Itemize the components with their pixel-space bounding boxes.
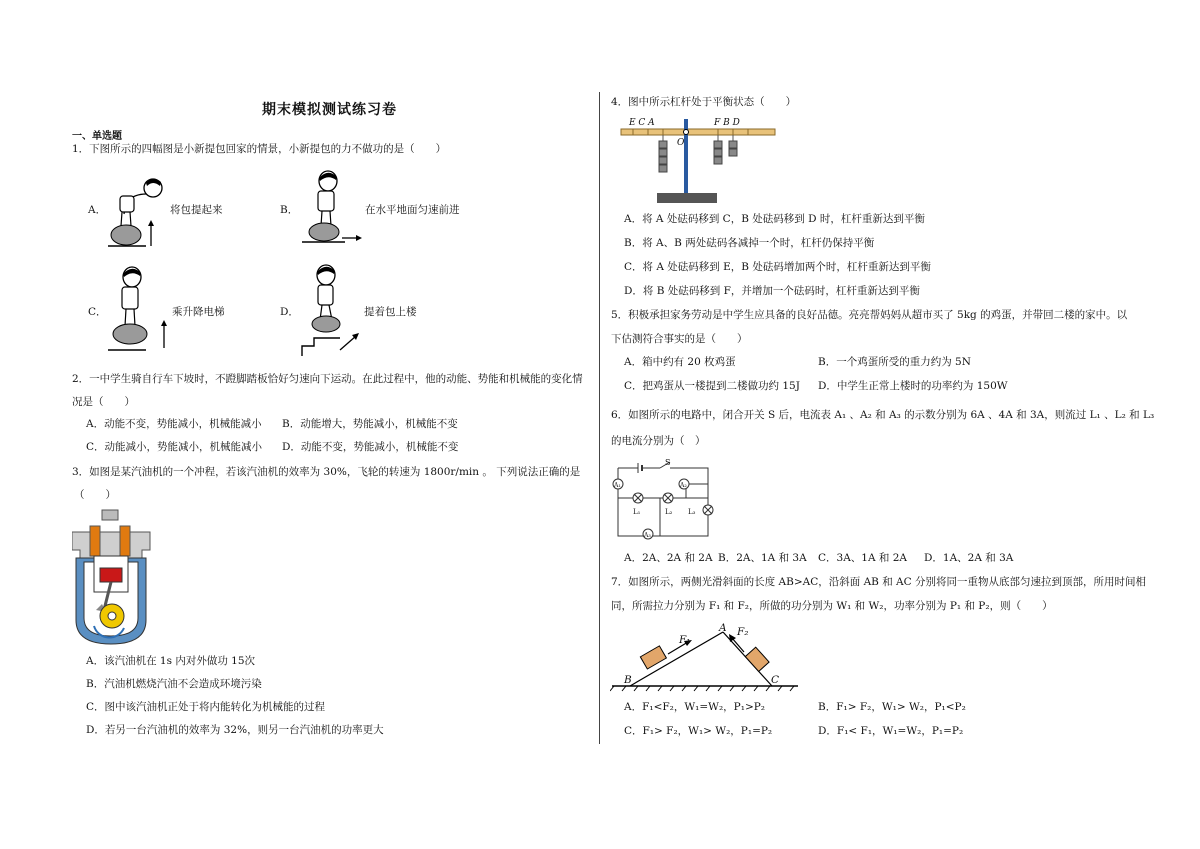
q2-stem-line1: 2．一中学生骑自行车下坡时，不蹬脚踏板恰好匀速向下运动。在此过程中，他的动能、势能和机械能的变化情 (72, 373, 583, 385)
q1-option-d-letter: D． (280, 306, 299, 318)
q6-label-s: S (665, 458, 671, 467)
q6-stem-line1: 6．如图所示的电路中，闭合开关 S 后，电流表 A₁ 、A₂ 和 A₃ 的示数分别为 6A 、4A 和 3A，则流过 L₁ 、L₂ 和 L₃ (611, 409, 1155, 421)
q6-label-l3: L₃ (688, 508, 696, 516)
q5-option-b: B．一个鸡蛋所受的重力约为 5N (818, 356, 971, 368)
q7-stem-line2: 同，所需拉力分别为 F₁ 和 F₂，所做的功分别为 W₁ 和 W₂，功率分别为 P₁ 和 P₂，则（ ） (611, 600, 1053, 612)
q6-stem-line2: 的电流分别为（ ） (611, 435, 706, 447)
q2-stem-line2: 况是（ ） (72, 396, 135, 408)
q1-figure-c (106, 264, 170, 352)
q4-option-b: B．将 A、B 两处砝码各减掉一个时，杠杆仍保持平衡 (624, 237, 875, 249)
q4-option-c: C．将 A 处砝码移到 E，B 处砝码增加两个时，杠杆重新达到平衡 (624, 261, 931, 273)
q1-figure-a (106, 172, 170, 248)
q5-option-a: A．箱中约有 20 枚鸡蛋 (624, 356, 736, 368)
q7-label-f1: F₁ (679, 634, 691, 646)
q6-label-a2: A₂ (680, 482, 687, 489)
q4-option-d: D．将 B 处砝码移到 F，并增加一个砝码时，杠杆重新达到平衡 (624, 285, 920, 297)
q3-option-c: C．图中该汽油机正处于将内能转化为机械能的过程 (86, 701, 326, 713)
q6-label-a3: A₃ (644, 532, 651, 539)
q2-option-d: D．动能不变，势能减小，机械能不变 (282, 441, 459, 453)
q6-option-c: C．3A、1A 和 2A (818, 552, 907, 564)
q7-option-c: C．F₁> F₂，W₁> W₂，P₁=P₂ (624, 725, 773, 737)
q1-option-b-caption: 在水平地面匀速前进 (365, 204, 460, 216)
q1-option-a-letter: A． (88, 204, 107, 216)
q6-option-a: A．2A、2A 和 2A (624, 552, 713, 564)
q7-stem-line1: 7．如图所示，两侧光滑斜面的长度 AB>AC，沿斜面 AB 和 AC 分别将同一重物从底部匀速拉到顶部，所用时间相 (611, 576, 1146, 588)
q1-option-d-caption: 提着包上楼 (364, 306, 417, 318)
q5-option-c: C．把鸡蛋从一楼提到二楼做功约 15J (624, 380, 800, 392)
q4-labels-right: F B D (714, 118, 740, 128)
section-heading: 一、单选题 (72, 131, 122, 142)
column-divider (599, 92, 600, 744)
q7-option-b: B．F₁> F₂，W₁> W₂，P₁<P₂ (818, 701, 966, 713)
q4-label-o: O (677, 138, 685, 148)
q1-figure-b (300, 168, 364, 246)
q2-option-c: C．动能减小，势能减小，机械能减小 (86, 441, 263, 453)
q3-stem-line2: （ ） (74, 489, 116, 501)
q3-stem-line1: 3．如图是某汽油机的一个冲程，若该汽油机的效率为 30%，飞轮的转速为 1800r/min 。 下列说法正确的是 (72, 466, 581, 478)
q7-label-b: B (624, 674, 632, 686)
q2-option-a: A．动能不变，势能减小，机械能减小 (86, 418, 262, 430)
q7-label-f2: F₂ (737, 626, 749, 638)
q7-option-d: D．F₁< F₁，W₁=W₂，P₁=P₂ (818, 725, 964, 737)
q4-option-a: A．将 A 处砝码移到 C，B 处砝码移到 D 时，杠杆重新达到平衡 (624, 213, 925, 225)
q1-option-b-letter: B． (280, 204, 299, 216)
q3-option-a: A．该汽油机在 1s 内对外做功 15次 (86, 655, 256, 667)
q4-labels-left: E C A (629, 118, 655, 128)
q6-label-l1: L₁ (633, 508, 641, 516)
q2-option-b: B．动能增大，势能减小，机械能不变 (282, 418, 458, 430)
q1-option-c-caption: 乘升降电梯 (172, 306, 225, 318)
q3-option-b: B．汽油机燃烧汽油不会造成环境污染 (86, 678, 262, 690)
q6-label-a1: A₁ (614, 482, 621, 489)
q1-option-c-letter: C． (88, 306, 107, 318)
q5-stem-line1: 5．积极承担家务劳动是中学生应具备的良好品德。亮亮帮妈妈从超市买了 5kg 的鸡蛋，并带回二楼的家中。以 (611, 309, 1128, 321)
q6-label-l2: L₂ (665, 508, 673, 516)
q4-stem: 4．图中所示杠杆处于平衡状态（ ） (611, 96, 797, 108)
q7-label-a: A (719, 622, 727, 634)
q7-option-a: A．F₁<F₂，W₁=W₂，P₁>P₂ (624, 701, 766, 713)
q5-option-d: D．中学生正常上楼时的功率约为 150W (818, 380, 1008, 392)
page-title: 期末模拟测试练习卷 (262, 102, 397, 118)
q1-stem: 1．下图所示的四幅图是小新提包回家的情景，小新提包的力不做功的是（ ） (72, 143, 447, 155)
q7-label-c: C (771, 674, 780, 686)
q3-option-d: D．若另一台汽油机的效率为 32%，则另一台汽油机的功率更大 (86, 724, 384, 736)
q6-option-b: B．2A、1A 和 3A (718, 552, 807, 564)
q6-circuit-figure (608, 456, 718, 544)
q1-figure-d (300, 262, 364, 358)
q5-stem-line2: 下估测符合事实的是（ ） (611, 333, 748, 345)
q1-option-a-caption: 将包提起来 (170, 204, 223, 216)
q6-option-d: D．1A、2A 和 3A (924, 552, 1014, 564)
q3-engine-figure (72, 508, 152, 646)
